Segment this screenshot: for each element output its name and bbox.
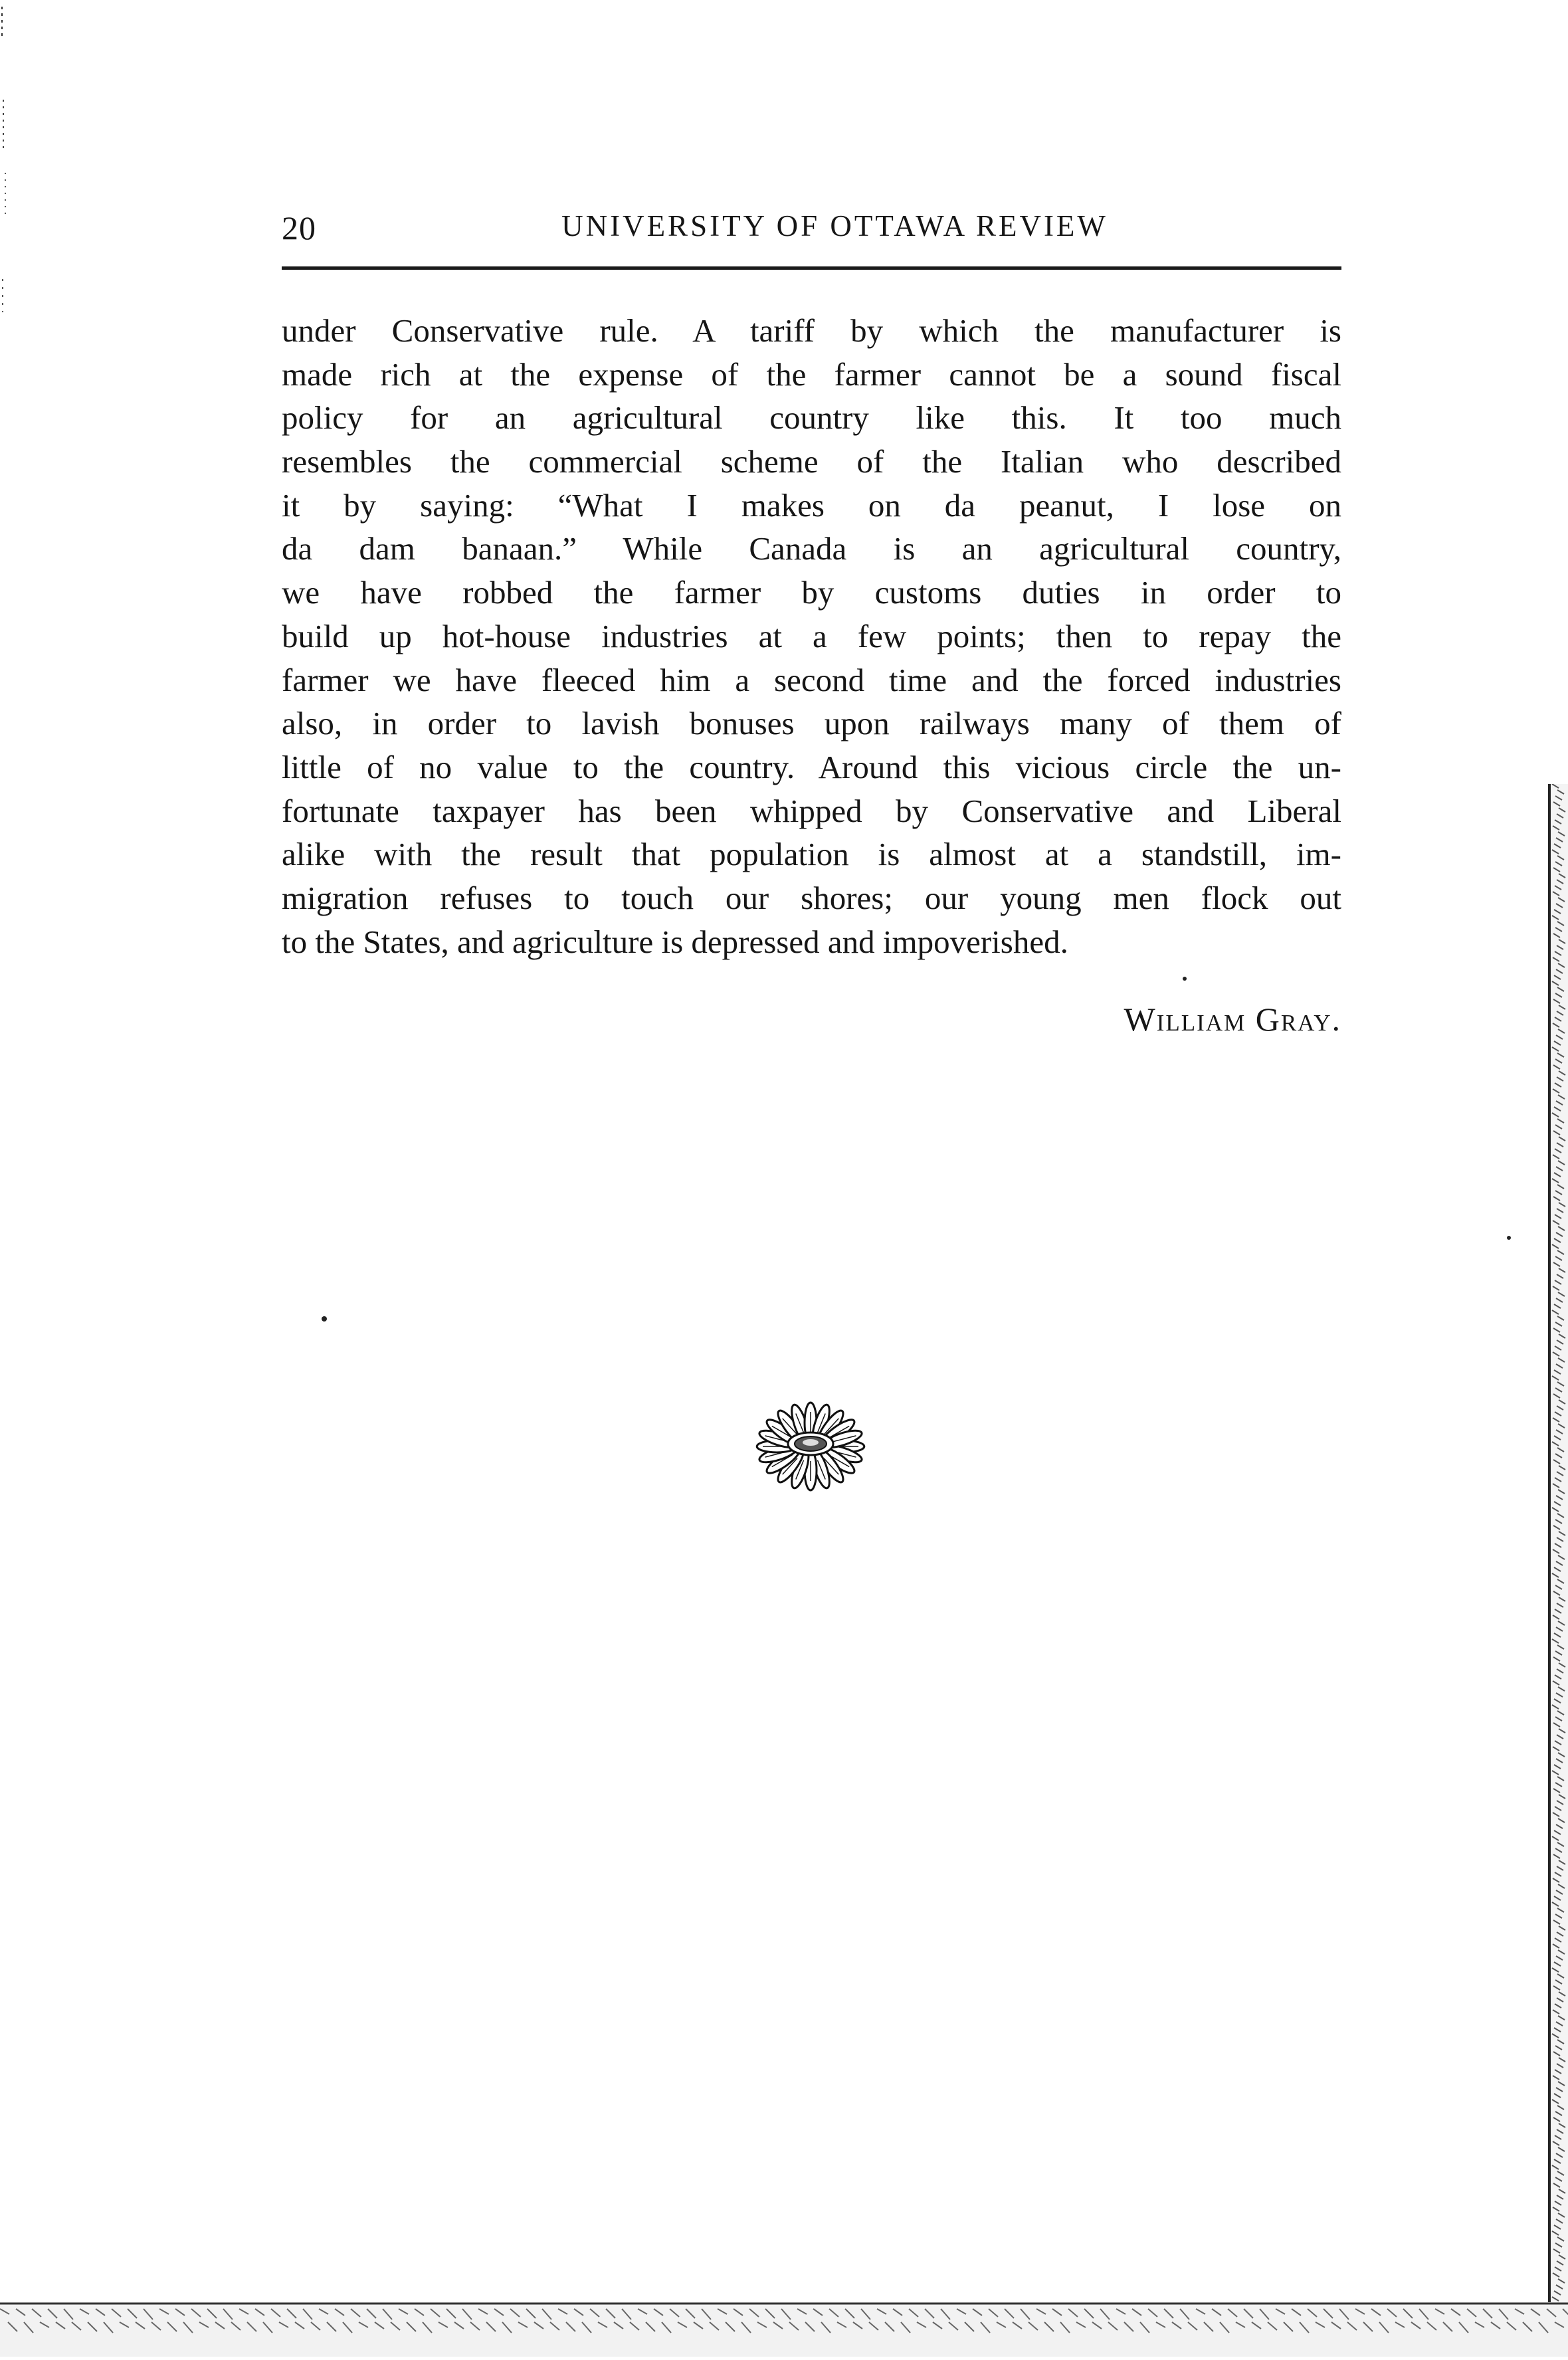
- text-line: we have robbed the farmer by customs duties in order to: [282, 574, 1341, 611]
- text-line: made rich at the expense of the farmer cannot be a sound fiscal: [282, 355, 1341, 393]
- author-signature: William Gray.: [1124, 1001, 1341, 1038]
- ink-speck: [322, 1316, 327, 1322]
- text-line: to the States, and agriculture is depressed and impoverished.: [282, 923, 1068, 960]
- ink-speck: [1183, 977, 1187, 981]
- text-line: fortunate taxpayer has been whipped by Conservative and Liberal: [282, 792, 1341, 829]
- text-line: da dam banaan.” While Canada is an agricultural country,: [282, 530, 1341, 567]
- page-number: 20: [282, 209, 316, 246]
- text-line: alike with the result that population is almost at a standstill, im-: [282, 836, 1341, 873]
- text-line: farmer we have fleeced him a second time and the forced industries: [282, 661, 1341, 698]
- daisy-flower-ornament-icon: [731, 1399, 890, 1508]
- text-line: also, in order to lavish bonuses upon railways many of them of: [282, 705, 1341, 742]
- header-rule: [282, 266, 1341, 270]
- text-line: build up hot-house industries at a few points; then to repay the: [282, 617, 1341, 654]
- text-line: it by saying: “What I makes on da peanut, I lose on: [282, 486, 1341, 524]
- scan-bottom-edge: [0, 2289, 1568, 2357]
- article-text: [282, 309, 1341, 963]
- running-head: [282, 203, 1341, 250]
- scan-edge-specks: [0, 0, 20, 332]
- text-line: migration refuses to touch our shores; our young men flock out: [282, 879, 1341, 916]
- ink-speck: [1507, 1236, 1511, 1240]
- text-line: policy for an agricultural country like this. It too much: [282, 399, 1341, 437]
- text-line: under Conservative rule. A tariff by which the manufacturer is: [282, 312, 1341, 349]
- text-line: little of no value to the country. Around this vicious circle the un-: [282, 748, 1341, 785]
- journal-title: UNIVERSITY OF OTTAWA REVIEW: [561, 209, 1108, 243]
- scan-right-edge: [1528, 784, 1568, 2357]
- text-line: resembles the commercial scheme of the Italian who described: [282, 443, 1341, 480]
